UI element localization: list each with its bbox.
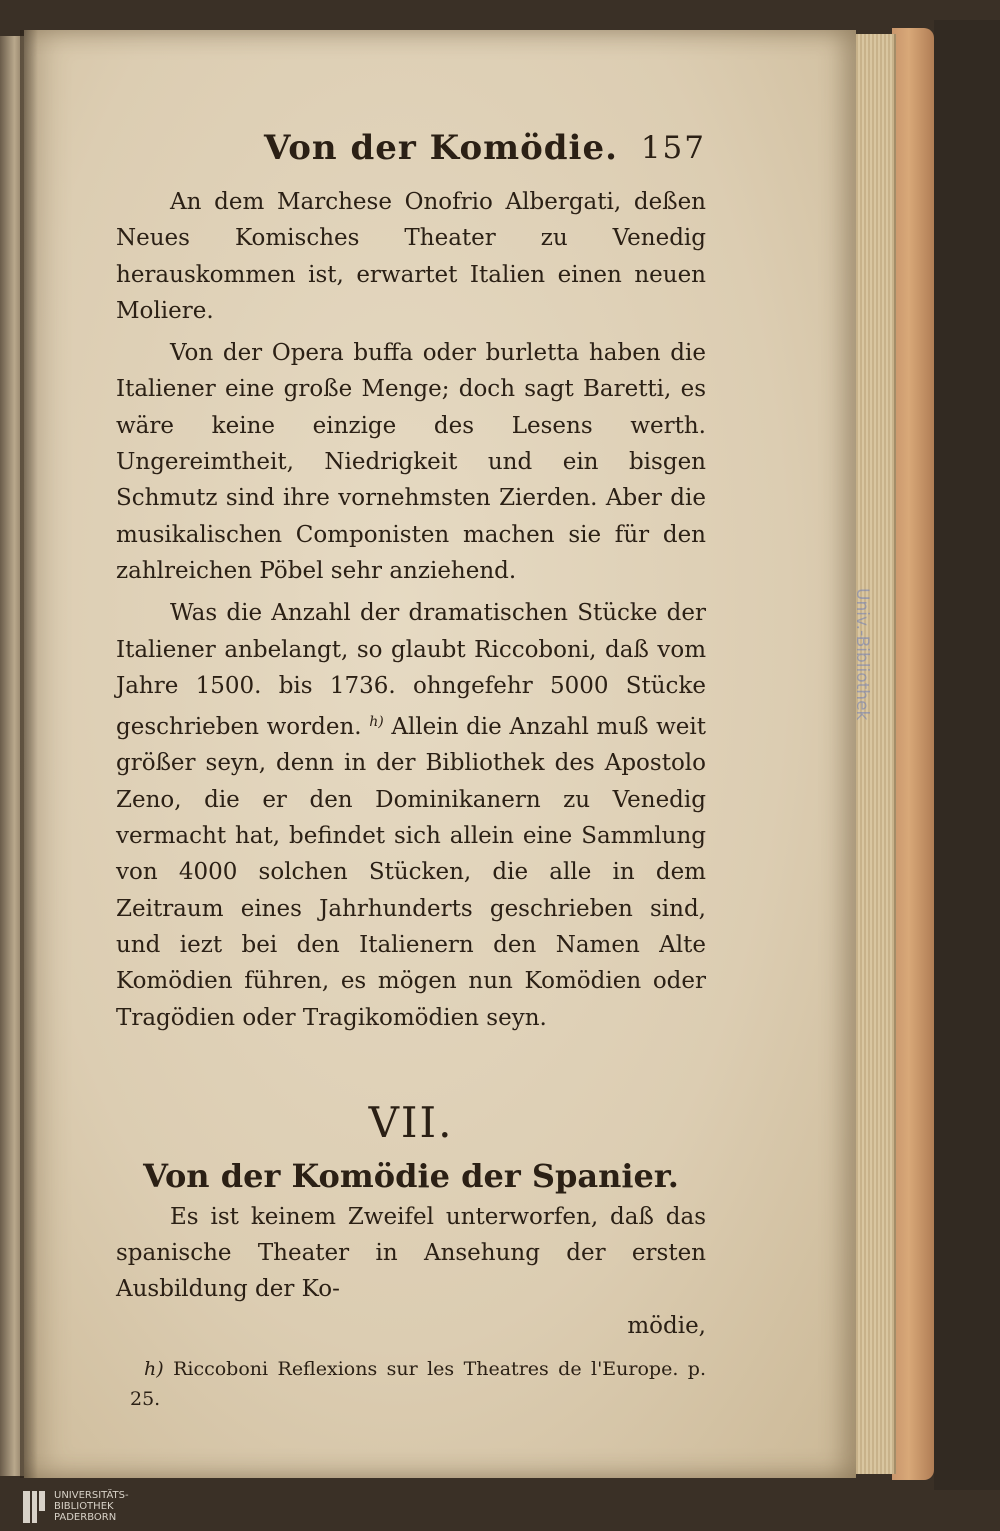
library-logo-icon (22, 1490, 46, 1524)
paragraph-3 (116, 595, 706, 1036)
library-logo (22, 1488, 162, 1528)
paragraph-2: Von der Opera buffa oder burletta haben die Italiener eine große Menge; doch sagt Baretti, es wäre keine einzige des Lesens werth. Ungereimtheit, Niedrigkeit und ein bisgen Schmutz sind ihre vornehmsten Zierden. Aber die musikalischen Componisten machen sie für den zahlreichen Pöbel sehr anziehend. (116, 340, 706, 584)
library-logo-line-1: UNIVERSITÄTS- (54, 1490, 129, 1501)
catchword: mödie, (627, 1312, 706, 1339)
library-logo-line-2: BIBLIOTHEK (54, 1501, 114, 1512)
page-gutter (20, 30, 38, 1478)
paragraph-3-text: Was die Anzahl der dramatischen Stücke der Italiener anbelangt, so glaubt Riccoboni, daß vom Jahre 1500. bis 1736. ohngefehr 5000 Stücke geschrieben worden. (116, 600, 706, 741)
running-head: Von der Komödie. (264, 128, 618, 168)
cover-shadow (934, 20, 1000, 1490)
page-body (116, 184, 706, 1036)
page-header (116, 128, 706, 180)
chapter-paragraph: Es ist keinem Zweifel unterworfen, daß das spanische Theater in Ansehung der ersten Ausbildung der Ko- (116, 1203, 706, 1303)
paragraph-1: An dem Marchese Onofrio Albergati, deßen Neues Komisches Theater zu Venedig herauskommen ist, erwartet Italien einen neuen Moliere. (116, 189, 706, 324)
library-stamp: Univ.-Bibliothek (852, 588, 872, 721)
footnote-reference: h) (369, 714, 384, 731)
footnote-text: Riccoboni Reflexions sur les Theatres de l'Europe. p. 25. (130, 1357, 706, 1410)
library-logo-text (54, 1490, 129, 1523)
footnote-mark: h) (144, 1357, 164, 1380)
chapter-title: Von der Komödie der Spanier. (143, 1156, 679, 1195)
chapter-number: VII. (368, 1097, 454, 1147)
page-number: 157 (640, 130, 706, 166)
library-logo-line-3: PADERBORN (54, 1512, 117, 1523)
paragraph-3-continued: Allein die Anzahl muß weit größer seyn, denn in der Bibliothek des Apostolo Zeno, die er den Dominikanern zu Venedig vermacht hat, befindet sich allein eine Sammlung von 4000 solchen Stücken, die alle in dem Zeitraum eines Jahrhunderts geschrieben sind, und iezt bei den Italienern den Namen Alte Komödien führen, es mögen nun Komödien oder Tragödien oder Tragikomödien seyn. (116, 714, 706, 1031)
footnote (116, 1354, 706, 1414)
page-text (116, 128, 706, 1433)
book-cover-edge (892, 28, 934, 1480)
